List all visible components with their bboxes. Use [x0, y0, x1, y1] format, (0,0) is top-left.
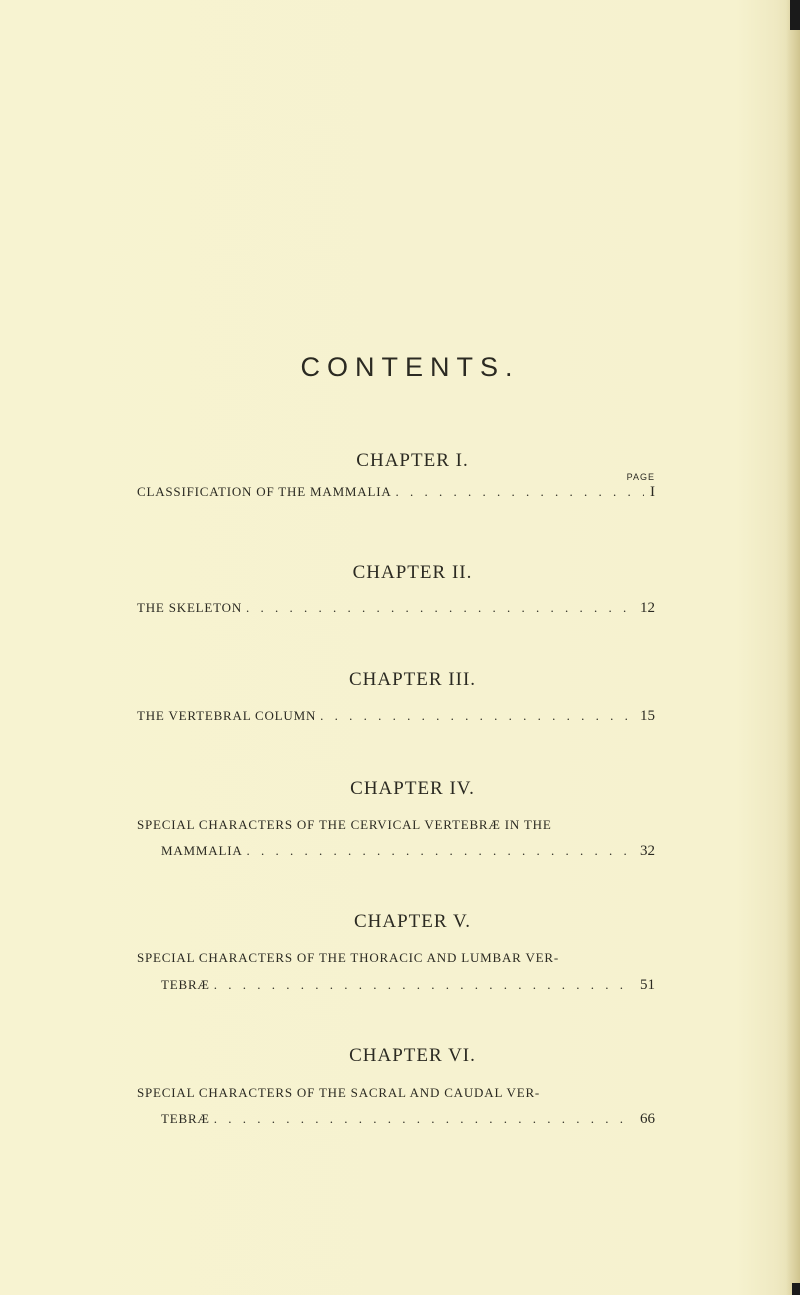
dot-leader: [214, 977, 634, 993]
toc-entry-title-part: SPECIAL CHARACTERS OF THE SACRAL AND CAUDAL VER-: [137, 1085, 541, 1100]
chapter-heading-4: CHAPTER IV.: [350, 778, 475, 799]
toc-entry-4-line-1: [137, 817, 655, 833]
toc-entry-1[interactable]: [137, 484, 655, 501]
toc-entry-5[interactable]: [161, 977, 655, 994]
chapter-heading-5: CHAPTER V.: [354, 911, 471, 932]
toc-entry-title-part: SPECIAL CHARACTERS OF THE THORACIC AND LUMBAR VER-: [137, 950, 559, 965]
toc-entry-4[interactable]: [161, 843, 655, 860]
toc-entry-5-line-1: [137, 950, 655, 966]
dot-leader: [396, 484, 644, 500]
dot-leader: [246, 600, 634, 616]
toc-entry-page: 66: [640, 1111, 655, 1127]
toc-entry-2[interactable]: [137, 600, 655, 617]
scan-corner-top: [790, 0, 800, 30]
toc-entry-6-line-1: [137, 1085, 655, 1101]
page-title: CONTENTS.: [300, 352, 520, 382]
chapter-heading-3: CHAPTER III.: [348, 669, 477, 690]
toc-entry-title: TEBRÆ: [161, 1111, 210, 1126]
toc-entry-title: CLASSIFICATION OF THE MAMMALIA: [137, 484, 392, 499]
page-edge-shadow: [786, 0, 800, 1295]
toc-entry-title: THE SKELETON: [137, 600, 243, 615]
dot-leader: [214, 1111, 634, 1127]
chapter-heading-2: CHAPTER II.: [352, 562, 473, 583]
toc-entry-3[interactable]: [137, 708, 655, 725]
toc-entry-title-part: SPECIAL CHARACTERS OF THE CERVICAL VERTEBRÆ IN THE: [137, 817, 552, 832]
chapter-heading-6: CHAPTER VI.: [349, 1045, 476, 1066]
toc-entry-page: 12: [640, 600, 655, 616]
scan-corner-bottom: [792, 1283, 800, 1295]
toc-entry-page: 51: [640, 977, 655, 993]
toc-entry-title: TEBRÆ: [161, 977, 210, 992]
toc-entry-page: 15: [640, 708, 655, 724]
toc-entry-page: 32: [640, 843, 655, 859]
toc-entry-page: I: [650, 484, 655, 500]
chapter-heading-1: CHAPTER I.: [356, 450, 469, 471]
dot-leader: [247, 843, 634, 859]
toc-entry-title: MAMMALIA: [161, 843, 243, 858]
toc-entry-6[interactable]: [161, 1111, 655, 1128]
dot-leader: [320, 708, 634, 724]
toc-entry-title: THE VERTEBRAL COLUMN: [137, 708, 317, 723]
page-column-label: PAGE: [626, 472, 655, 482]
